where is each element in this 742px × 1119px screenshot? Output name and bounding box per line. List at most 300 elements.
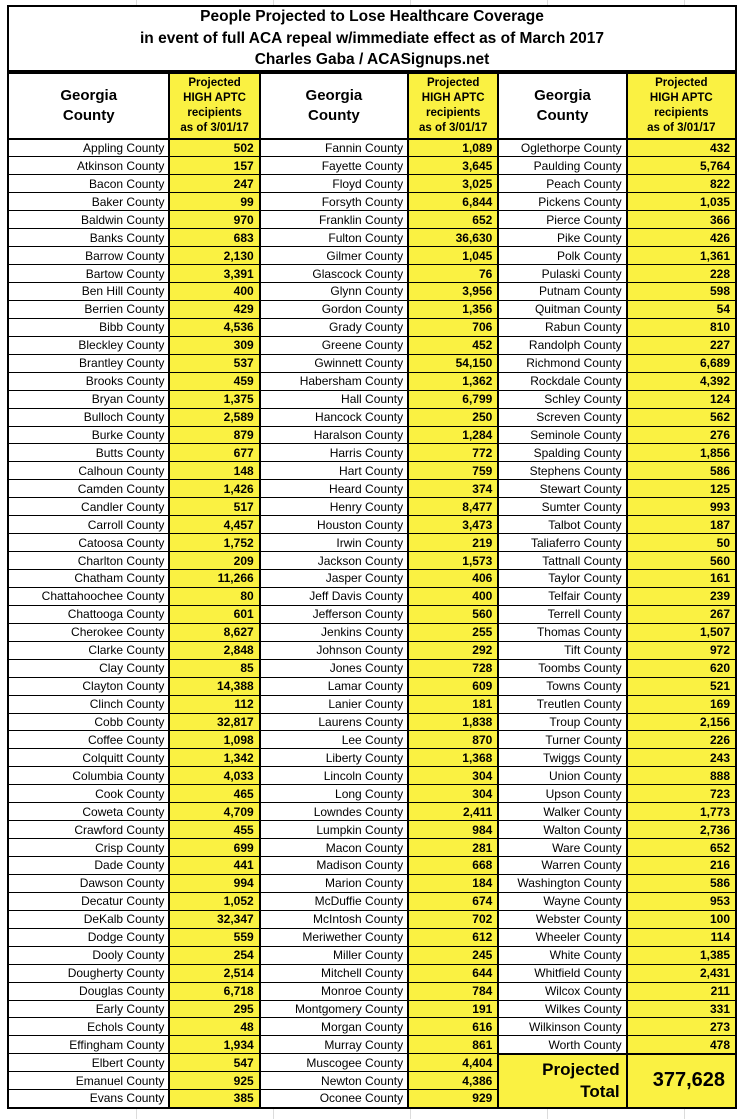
value-cell[interactable]: 586 bbox=[627, 462, 736, 480]
county-cell[interactable]: Polk County bbox=[498, 247, 626, 265]
county-cell[interactable]: Sumter County bbox=[498, 498, 626, 516]
value-cell[interactable]: 1,342 bbox=[169, 749, 259, 767]
county-cell[interactable]: Monroe County bbox=[260, 982, 408, 1000]
county-cell[interactable]: Lumpkin County bbox=[260, 821, 408, 839]
value-cell[interactable]: 1,838 bbox=[408, 713, 498, 731]
value-cell[interactable]: 459 bbox=[169, 372, 259, 390]
value-cell[interactable]: 644 bbox=[408, 964, 498, 982]
county-cell[interactable]: Oconee County bbox=[260, 1090, 408, 1108]
value-cell[interactable]: 432 bbox=[627, 139, 736, 157]
county-cell[interactable]: Wilkinson County bbox=[498, 1018, 626, 1036]
value-cell[interactable]: 784 bbox=[408, 982, 498, 1000]
county-cell[interactable]: Dougherty County bbox=[8, 964, 169, 982]
county-cell[interactable]: Evans County bbox=[8, 1090, 169, 1108]
value-cell[interactable]: 125 bbox=[627, 480, 736, 498]
county-cell[interactable]: Ben Hill County bbox=[8, 283, 169, 301]
county-cell[interactable]: Screven County bbox=[498, 408, 626, 426]
county-cell[interactable]: Bacon County bbox=[8, 175, 169, 193]
county-cell[interactable]: Harris County bbox=[260, 444, 408, 462]
county-cell[interactable]: Tift County bbox=[498, 641, 626, 659]
value-cell[interactable]: 1,284 bbox=[408, 426, 498, 444]
value-cell[interactable]: 810 bbox=[627, 318, 736, 336]
value-cell[interactable]: 668 bbox=[408, 857, 498, 875]
county-cell[interactable]: Forsyth County bbox=[260, 193, 408, 211]
county-cell[interactable]: Stephens County bbox=[498, 462, 626, 480]
value-cell[interactable]: 2,736 bbox=[627, 821, 736, 839]
county-cell[interactable]: Decatur County bbox=[8, 892, 169, 910]
county-cell[interactable]: Glascock County bbox=[260, 265, 408, 283]
value-cell[interactable]: 2,130 bbox=[169, 247, 259, 265]
value-cell[interactable]: 184 bbox=[408, 874, 498, 892]
value-cell[interactable]: 4,392 bbox=[627, 372, 736, 390]
county-cell[interactable]: Bulloch County bbox=[8, 408, 169, 426]
county-cell[interactable]: Baker County bbox=[8, 193, 169, 211]
value-cell[interactable]: 406 bbox=[408, 570, 498, 588]
value-cell[interactable]: 1,362 bbox=[408, 372, 498, 390]
county-cell[interactable]: Chatham County bbox=[8, 570, 169, 588]
value-cell[interactable]: 702 bbox=[408, 910, 498, 928]
value-cell[interactable]: 187 bbox=[627, 516, 736, 534]
value-cell[interactable]: 502 bbox=[169, 139, 259, 157]
value-cell[interactable]: 652 bbox=[627, 839, 736, 857]
county-cell[interactable]: Warren County bbox=[498, 857, 626, 875]
value-cell[interactable]: 728 bbox=[408, 659, 498, 677]
value-cell[interactable]: 191 bbox=[408, 1000, 498, 1018]
county-cell[interactable]: Talbot County bbox=[498, 516, 626, 534]
county-cell[interactable]: Randolph County bbox=[498, 336, 626, 354]
value-cell[interactable]: 4,536 bbox=[169, 318, 259, 336]
county-cell[interactable]: Baldwin County bbox=[8, 211, 169, 229]
county-cell[interactable]: Clay County bbox=[8, 659, 169, 677]
county-cell[interactable]: Liberty County bbox=[260, 749, 408, 767]
value-cell[interactable]: 455 bbox=[169, 821, 259, 839]
county-cell[interactable]: Taliaferro County bbox=[498, 534, 626, 552]
value-cell[interactable]: 1,934 bbox=[169, 1036, 259, 1054]
value-cell[interactable]: 1,356 bbox=[408, 300, 498, 318]
county-cell[interactable]: Clarke County bbox=[8, 641, 169, 659]
value-cell[interactable]: 953 bbox=[627, 892, 736, 910]
county-cell[interactable]: Gwinnett County bbox=[260, 354, 408, 372]
value-cell[interactable]: 559 bbox=[169, 928, 259, 946]
county-cell[interactable]: Laurens County bbox=[260, 713, 408, 731]
county-cell[interactable]: Miller County bbox=[260, 946, 408, 964]
value-cell[interactable]: 161 bbox=[627, 570, 736, 588]
value-cell[interactable]: 547 bbox=[169, 1054, 259, 1072]
county-cell[interactable]: Chattooga County bbox=[8, 605, 169, 623]
county-cell[interactable]: Hancock County bbox=[260, 408, 408, 426]
county-cell[interactable]: Dodge County bbox=[8, 928, 169, 946]
value-cell[interactable]: 1,089 bbox=[408, 139, 498, 157]
value-cell[interactable]: 385 bbox=[169, 1090, 259, 1108]
projected-total-label-cell[interactable] bbox=[498, 1054, 626, 1108]
value-cell[interactable]: 426 bbox=[627, 229, 736, 247]
county-cell[interactable]: Stewart County bbox=[498, 480, 626, 498]
value-cell[interactable]: 3,025 bbox=[408, 175, 498, 193]
county-cell[interactable]: Rockdale County bbox=[498, 372, 626, 390]
county-cell[interactable]: Barrow County bbox=[8, 247, 169, 265]
county-cell[interactable]: Walton County bbox=[498, 821, 626, 839]
value-cell[interactable]: 6,799 bbox=[408, 390, 498, 408]
county-cell[interactable]: Wilcox County bbox=[498, 982, 626, 1000]
county-cell[interactable]: Lowndes County bbox=[260, 803, 408, 821]
county-cell[interactable]: Clayton County bbox=[8, 677, 169, 695]
value-cell[interactable]: 181 bbox=[408, 695, 498, 713]
county-cell[interactable]: Cook County bbox=[8, 785, 169, 803]
county-cell[interactable]: Crawford County bbox=[8, 821, 169, 839]
county-cell[interactable]: Grady County bbox=[260, 318, 408, 336]
value-cell[interactable]: 1,375 bbox=[169, 390, 259, 408]
value-cell[interactable]: 972 bbox=[627, 641, 736, 659]
value-cell[interactable]: 925 bbox=[169, 1072, 259, 1090]
county-cell[interactable]: Putnam County bbox=[498, 283, 626, 301]
value-cell[interactable]: 267 bbox=[627, 605, 736, 623]
value-cell[interactable]: 148 bbox=[169, 462, 259, 480]
county-cell[interactable]: Wilkes County bbox=[498, 1000, 626, 1018]
value-cell[interactable]: 124 bbox=[627, 390, 736, 408]
county-cell[interactable]: Irwin County bbox=[260, 534, 408, 552]
county-cell[interactable]: Peach County bbox=[498, 175, 626, 193]
county-cell[interactable]: Brooks County bbox=[8, 372, 169, 390]
county-cell[interactable]: Bibb County bbox=[8, 318, 169, 336]
value-cell[interactable]: 586 bbox=[627, 874, 736, 892]
value-cell[interactable]: 465 bbox=[169, 785, 259, 803]
county-cell[interactable]: Habersham County bbox=[260, 372, 408, 390]
county-cell[interactable]: Washington County bbox=[498, 874, 626, 892]
county-cell[interactable]: Emanuel County bbox=[8, 1072, 169, 1090]
value-cell[interactable]: 562 bbox=[627, 408, 736, 426]
county-cell[interactable]: McDuffie County bbox=[260, 892, 408, 910]
value-cell[interactable]: 677 bbox=[169, 444, 259, 462]
value-cell[interactable]: 759 bbox=[408, 462, 498, 480]
county-cell[interactable]: Dade County bbox=[8, 857, 169, 875]
value-cell[interactable]: 560 bbox=[408, 605, 498, 623]
value-cell[interactable]: 374 bbox=[408, 480, 498, 498]
value-cell[interactable]: 521 bbox=[627, 677, 736, 695]
value-cell[interactable]: 993 bbox=[627, 498, 736, 516]
value-cell[interactable]: 254 bbox=[169, 946, 259, 964]
county-cell[interactable]: Troup County bbox=[498, 713, 626, 731]
value-cell[interactable]: 2,411 bbox=[408, 803, 498, 821]
county-cell[interactable]: Effingham County bbox=[8, 1036, 169, 1054]
value-cell[interactable]: 652 bbox=[408, 211, 498, 229]
county-cell[interactable]: Rabun County bbox=[498, 318, 626, 336]
county-cell[interactable]: Camden County bbox=[8, 480, 169, 498]
county-cell[interactable]: Morgan County bbox=[260, 1018, 408, 1036]
county-cell[interactable]: Jasper County bbox=[260, 570, 408, 588]
value-cell[interactable]: 3,645 bbox=[408, 157, 498, 175]
county-cell[interactable]: Lee County bbox=[260, 731, 408, 749]
county-cell[interactable]: Pulaski County bbox=[498, 265, 626, 283]
value-cell[interactable]: 4,033 bbox=[169, 767, 259, 785]
value-cell[interactable]: 3,473 bbox=[408, 516, 498, 534]
county-cell[interactable]: Jenkins County bbox=[260, 623, 408, 641]
county-cell[interactable]: Glynn County bbox=[260, 283, 408, 301]
county-cell[interactable]: Meriwether County bbox=[260, 928, 408, 946]
county-cell[interactable]: Haralson County bbox=[260, 426, 408, 444]
county-cell[interactable]: Butts County bbox=[8, 444, 169, 462]
county-cell[interactable]: Floyd County bbox=[260, 175, 408, 193]
county-cell[interactable]: Madison County bbox=[260, 857, 408, 875]
county-cell[interactable]: Crisp County bbox=[8, 839, 169, 857]
value-cell[interactable]: 452 bbox=[408, 336, 498, 354]
value-cell[interactable]: 6,689 bbox=[627, 354, 736, 372]
value-cell[interactable]: 8,477 bbox=[408, 498, 498, 516]
value-cell[interactable]: 209 bbox=[169, 552, 259, 570]
county-cell[interactable]: Pierce County bbox=[498, 211, 626, 229]
county-cell[interactable]: Toombs County bbox=[498, 659, 626, 677]
county-cell[interactable]: Twiggs County bbox=[498, 749, 626, 767]
value-cell[interactable]: 517 bbox=[169, 498, 259, 516]
value-cell[interactable]: 54 bbox=[627, 300, 736, 318]
county-cell[interactable]: Towns County bbox=[498, 677, 626, 695]
value-cell[interactable]: 429 bbox=[169, 300, 259, 318]
county-cell[interactable]: Jones County bbox=[260, 659, 408, 677]
value-cell[interactable]: 292 bbox=[408, 641, 498, 659]
county-cell[interactable]: Wayne County bbox=[498, 892, 626, 910]
county-cell[interactable]: Upson County bbox=[498, 785, 626, 803]
value-cell[interactable]: 2,514 bbox=[169, 964, 259, 982]
county-cell[interactable]: Jeff Davis County bbox=[260, 587, 408, 605]
value-cell[interactable]: 616 bbox=[408, 1018, 498, 1036]
value-cell[interactable]: 4,386 bbox=[408, 1072, 498, 1090]
value-cell[interactable]: 211 bbox=[627, 982, 736, 1000]
county-cell[interactable]: Lincoln County bbox=[260, 767, 408, 785]
county-cell[interactable]: Turner County bbox=[498, 731, 626, 749]
county-cell[interactable]: Pickens County bbox=[498, 193, 626, 211]
value-cell[interactable]: 247 bbox=[169, 175, 259, 193]
county-cell[interactable]: Treutlen County bbox=[498, 695, 626, 713]
value-cell[interactable]: 331 bbox=[627, 1000, 736, 1018]
county-cell[interactable]: Henry County bbox=[260, 498, 408, 516]
county-cell[interactable]: Calhoun County bbox=[8, 462, 169, 480]
county-cell[interactable]: Early County bbox=[8, 1000, 169, 1018]
county-cell[interactable]: Webster County bbox=[498, 910, 626, 928]
value-cell[interactable]: 80 bbox=[169, 587, 259, 605]
value-cell[interactable]: 1,856 bbox=[627, 444, 736, 462]
value-cell[interactable]: 674 bbox=[408, 892, 498, 910]
county-cell[interactable]: Banks County bbox=[8, 229, 169, 247]
value-cell[interactable]: 228 bbox=[627, 265, 736, 283]
value-cell[interactable]: 216 bbox=[627, 857, 736, 875]
county-cell[interactable]: Heard County bbox=[260, 480, 408, 498]
value-cell[interactable]: 478 bbox=[627, 1036, 736, 1054]
value-cell[interactable]: 888 bbox=[627, 767, 736, 785]
value-cell[interactable]: 6,844 bbox=[408, 193, 498, 211]
value-cell[interactable]: 1,573 bbox=[408, 552, 498, 570]
value-cell[interactable]: 281 bbox=[408, 839, 498, 857]
value-cell[interactable]: 4,709 bbox=[169, 803, 259, 821]
county-cell[interactable]: Lanier County bbox=[260, 695, 408, 713]
value-cell[interactable]: 822 bbox=[627, 175, 736, 193]
value-cell[interactable]: 99 bbox=[169, 193, 259, 211]
county-cell[interactable]: Cobb County bbox=[8, 713, 169, 731]
value-cell[interactable]: 984 bbox=[408, 821, 498, 839]
county-cell[interactable]: Fulton County bbox=[260, 229, 408, 247]
county-cell[interactable]: Cherokee County bbox=[8, 623, 169, 641]
value-cell[interactable]: 226 bbox=[627, 731, 736, 749]
value-cell[interactable]: 85 bbox=[169, 659, 259, 677]
value-cell[interactable]: 1,045 bbox=[408, 247, 498, 265]
county-cell[interactable]: Carroll County bbox=[8, 516, 169, 534]
value-cell[interactable]: 32,817 bbox=[169, 713, 259, 731]
county-cell[interactable]: Candler County bbox=[8, 498, 169, 516]
projected-total-value-cell[interactable]: 377,628 bbox=[627, 1054, 736, 1108]
value-cell[interactable]: 612 bbox=[408, 928, 498, 946]
value-cell[interactable]: 295 bbox=[169, 1000, 259, 1018]
value-cell[interactable]: 157 bbox=[169, 157, 259, 175]
value-cell[interactable]: 1,361 bbox=[627, 247, 736, 265]
county-cell[interactable]: Paulding County bbox=[498, 157, 626, 175]
county-cell[interactable]: Schley County bbox=[498, 390, 626, 408]
value-cell[interactable]: 6,718 bbox=[169, 982, 259, 1000]
value-cell[interactable]: 273 bbox=[627, 1018, 736, 1036]
county-cell[interactable]: Marion County bbox=[260, 874, 408, 892]
county-cell[interactable]: Atkinson County bbox=[8, 157, 169, 175]
value-cell[interactable]: 861 bbox=[408, 1036, 498, 1054]
value-cell[interactable]: 11,266 bbox=[169, 570, 259, 588]
value-cell[interactable]: 699 bbox=[169, 839, 259, 857]
county-cell[interactable]: Long County bbox=[260, 785, 408, 803]
value-cell[interactable]: 598 bbox=[627, 283, 736, 301]
value-cell[interactable]: 3,391 bbox=[169, 265, 259, 283]
value-cell[interactable]: 245 bbox=[408, 946, 498, 964]
county-cell[interactable]: Tattnall County bbox=[498, 552, 626, 570]
county-cell[interactable]: Fannin County bbox=[260, 139, 408, 157]
county-cell[interactable]: Catoosa County bbox=[8, 534, 169, 552]
county-cell[interactable]: Gilmer County bbox=[260, 247, 408, 265]
county-cell[interactable]: Murray County bbox=[260, 1036, 408, 1054]
value-cell[interactable]: 309 bbox=[169, 336, 259, 354]
value-cell[interactable]: 54,150 bbox=[408, 354, 498, 372]
county-cell[interactable]: Taylor County bbox=[498, 570, 626, 588]
county-cell[interactable]: Fayette County bbox=[260, 157, 408, 175]
value-cell[interactable]: 537 bbox=[169, 354, 259, 372]
value-cell[interactable]: 2,431 bbox=[627, 964, 736, 982]
value-cell[interactable]: 4,457 bbox=[169, 516, 259, 534]
county-cell[interactable]: Thomas County bbox=[498, 623, 626, 641]
county-cell[interactable]: Colquitt County bbox=[8, 749, 169, 767]
county-cell[interactable]: Douglas County bbox=[8, 982, 169, 1000]
value-cell[interactable]: 683 bbox=[169, 229, 259, 247]
county-cell[interactable]: Richmond County bbox=[498, 354, 626, 372]
value-cell[interactable]: 723 bbox=[627, 785, 736, 803]
county-cell[interactable]: Johnson County bbox=[260, 641, 408, 659]
county-cell[interactable]: DeKalb County bbox=[8, 910, 169, 928]
county-cell[interactable]: Berrien County bbox=[8, 300, 169, 318]
value-cell[interactable]: 1,035 bbox=[627, 193, 736, 211]
value-cell[interactable]: 3,956 bbox=[408, 283, 498, 301]
county-cell[interactable]: Lamar County bbox=[260, 677, 408, 695]
value-cell[interactable]: 239 bbox=[627, 587, 736, 605]
value-cell[interactable]: 250 bbox=[408, 408, 498, 426]
county-cell[interactable]: Elbert County bbox=[8, 1054, 169, 1072]
county-cell[interactable]: Appling County bbox=[8, 139, 169, 157]
value-cell[interactable]: 227 bbox=[627, 336, 736, 354]
value-cell[interactable]: 76 bbox=[408, 265, 498, 283]
county-cell[interactable]: Pike County bbox=[498, 229, 626, 247]
value-cell[interactable]: 169 bbox=[627, 695, 736, 713]
value-cell[interactable]: 8,627 bbox=[169, 623, 259, 641]
value-cell[interactable]: 243 bbox=[627, 749, 736, 767]
county-cell[interactable]: Bartow County bbox=[8, 265, 169, 283]
value-cell[interactable]: 255 bbox=[408, 623, 498, 641]
value-cell[interactable]: 1,426 bbox=[169, 480, 259, 498]
value-cell[interactable]: 400 bbox=[408, 587, 498, 605]
county-cell[interactable]: Coweta County bbox=[8, 803, 169, 821]
county-cell[interactable]: Macon County bbox=[260, 839, 408, 857]
county-cell[interactable]: Whitfield County bbox=[498, 964, 626, 982]
value-cell[interactable]: 50 bbox=[627, 534, 736, 552]
value-cell[interactable]: 304 bbox=[408, 767, 498, 785]
county-cell[interactable]: Wheeler County bbox=[498, 928, 626, 946]
county-cell[interactable]: Franklin County bbox=[260, 211, 408, 229]
value-cell[interactable]: 14,388 bbox=[169, 677, 259, 695]
county-cell[interactable]: Coffee County bbox=[8, 731, 169, 749]
county-cell[interactable]: Gordon County bbox=[260, 300, 408, 318]
county-cell[interactable]: Dawson County bbox=[8, 874, 169, 892]
value-cell[interactable]: 5,764 bbox=[627, 157, 736, 175]
county-cell[interactable]: Jackson County bbox=[260, 552, 408, 570]
value-cell[interactable]: 441 bbox=[169, 857, 259, 875]
value-cell[interactable]: 2,589 bbox=[169, 408, 259, 426]
value-cell[interactable]: 112 bbox=[169, 695, 259, 713]
value-cell[interactable]: 1,507 bbox=[627, 623, 736, 641]
county-cell[interactable]: Jefferson County bbox=[260, 605, 408, 623]
county-cell[interactable]: Ware County bbox=[498, 839, 626, 857]
value-cell[interactable]: 706 bbox=[408, 318, 498, 336]
county-cell[interactable]: Charlton County bbox=[8, 552, 169, 570]
value-cell[interactable]: 560 bbox=[627, 552, 736, 570]
county-cell[interactable]: Bryan County bbox=[8, 390, 169, 408]
value-cell[interactable]: 601 bbox=[169, 605, 259, 623]
value-cell[interactable]: 2,848 bbox=[169, 641, 259, 659]
county-cell[interactable]: Greene County bbox=[260, 336, 408, 354]
value-cell[interactable]: 1,368 bbox=[408, 749, 498, 767]
county-cell[interactable]: Walker County bbox=[498, 803, 626, 821]
value-cell[interactable]: 994 bbox=[169, 874, 259, 892]
county-cell[interactable]: Echols County bbox=[8, 1018, 169, 1036]
county-cell[interactable]: Terrell County bbox=[498, 605, 626, 623]
county-cell[interactable]: Mitchell County bbox=[260, 964, 408, 982]
value-cell[interactable]: 1,052 bbox=[169, 892, 259, 910]
county-cell[interactable]: Montgomery County bbox=[260, 1000, 408, 1018]
value-cell[interactable]: 1,385 bbox=[627, 946, 736, 964]
county-cell[interactable]: Spalding County bbox=[498, 444, 626, 462]
county-cell[interactable]: Union County bbox=[498, 767, 626, 785]
county-cell[interactable]: Hart County bbox=[260, 462, 408, 480]
value-cell[interactable]: 929 bbox=[408, 1090, 498, 1108]
county-cell[interactable]: Houston County bbox=[260, 516, 408, 534]
county-cell[interactable]: Worth County bbox=[498, 1036, 626, 1054]
county-cell[interactable]: Newton County bbox=[260, 1072, 408, 1090]
county-cell[interactable]: Bleckley County bbox=[8, 336, 169, 354]
county-cell[interactable]: Seminole County bbox=[498, 426, 626, 444]
value-cell[interactable]: 36,630 bbox=[408, 229, 498, 247]
county-cell[interactable]: Muscogee County bbox=[260, 1054, 408, 1072]
county-cell[interactable]: Dooly County bbox=[8, 946, 169, 964]
county-cell[interactable]: Clinch County bbox=[8, 695, 169, 713]
value-cell[interactable]: 114 bbox=[627, 928, 736, 946]
value-cell[interactable]: 48 bbox=[169, 1018, 259, 1036]
value-cell[interactable]: 4,404 bbox=[408, 1054, 498, 1072]
value-cell[interactable]: 620 bbox=[627, 659, 736, 677]
county-cell[interactable]: Brantley County bbox=[8, 354, 169, 372]
value-cell[interactable]: 870 bbox=[408, 731, 498, 749]
county-cell[interactable]: Chattahoochee County bbox=[8, 587, 169, 605]
county-cell[interactable]: Hall County bbox=[260, 390, 408, 408]
value-cell[interactable]: 2,156 bbox=[627, 713, 736, 731]
county-cell[interactable]: Burke County bbox=[8, 426, 169, 444]
